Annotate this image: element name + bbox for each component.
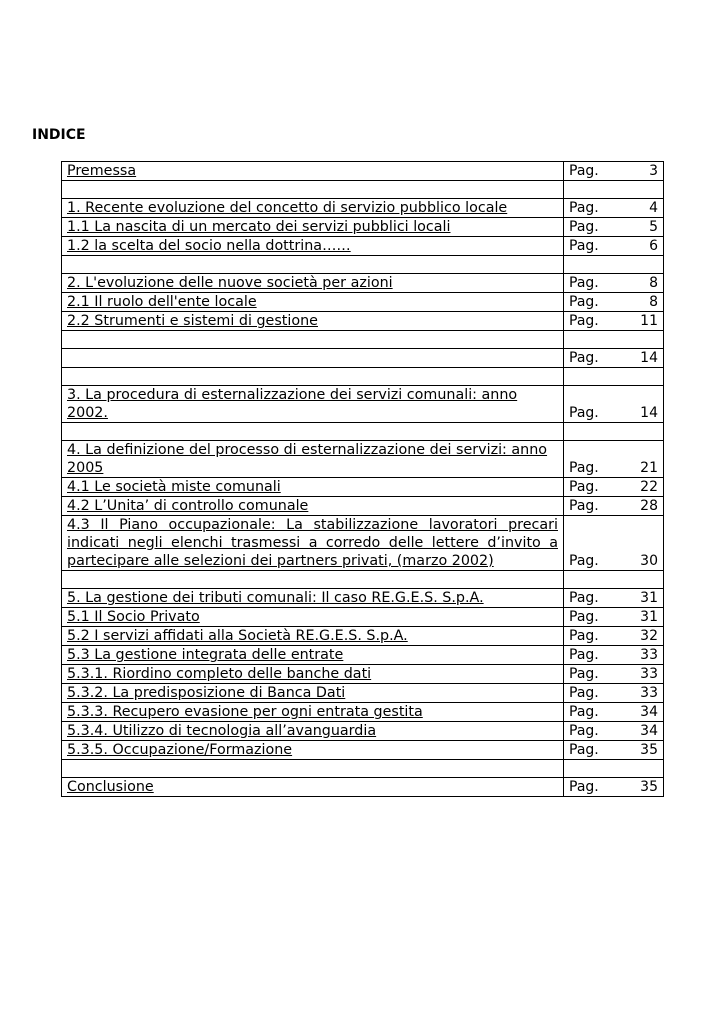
empty-cell: [62, 256, 564, 274]
toc-entry-page-cell: [564, 293, 664, 312]
toc-entry-page-cell: [564, 162, 664, 181]
toc-entry-page-cell: [564, 608, 664, 627]
toc-entry-title-cell: [62, 293, 564, 312]
toc-entry-page-cell: [564, 684, 664, 703]
table-of-contents: [61, 161, 664, 797]
toc-entry-title-cell: [62, 441, 564, 478]
empty-cell: [564, 331, 664, 349]
page-label: Pag.: [569, 723, 599, 739]
toc-entry-row: [62, 162, 664, 181]
toc-entry-title-cell: [62, 608, 564, 627]
toc-spacer-row: [62, 423, 664, 441]
empty-cell: [62, 181, 564, 199]
toc-spacer-row: [62, 760, 664, 778]
page-label: Pag.: [569, 553, 599, 569]
toc-entry-page-cell: [564, 199, 664, 218]
empty-cell: [62, 760, 564, 778]
toc-entry-row: [62, 608, 664, 627]
toc-entry-title: 2.2 Strumenti e sistemi di gestione: [67, 313, 318, 329]
empty-cell: [564, 368, 664, 386]
empty-cell: [62, 423, 564, 441]
toc-entry-title-cell: [62, 627, 564, 646]
page-label: Pag.: [569, 628, 599, 644]
toc-entry-row: [62, 293, 664, 312]
page-label: Pag.: [569, 609, 599, 625]
toc-entry-title: 2.1 Il ruolo dell'ente locale: [67, 294, 257, 310]
page-number: 30: [640, 553, 658, 569]
toc-entry-page-cell: [564, 665, 664, 684]
toc-entry-row: [62, 441, 664, 478]
page-title: INDICE: [32, 127, 86, 143]
toc-spacer-row: [62, 331, 664, 349]
page-label: Pag.: [569, 685, 599, 701]
toc-entry-title-cell: [62, 349, 564, 368]
toc-entry-page-cell: [564, 497, 664, 516]
toc-entry-page-cell: [564, 741, 664, 760]
toc-entry-row: [62, 627, 664, 646]
page-label: Pag.: [569, 498, 599, 514]
toc-spacer-row: [62, 368, 664, 386]
empty-cell: [62, 331, 564, 349]
toc-entry-title-cell: [62, 516, 564, 571]
toc-entry-row: [62, 349, 664, 368]
toc-entry-row: [62, 199, 664, 218]
page-number: 6: [649, 238, 658, 254]
page-number: 14: [640, 350, 658, 366]
toc-entry-title: 5.3.3. Recupero evasione per ogni entrata gestita: [67, 704, 423, 720]
toc-entry-title: 3. La procedura di esternalizzazione dei servizi comunali: anno 2002.: [67, 387, 518, 421]
toc-entry-page-cell: [564, 516, 664, 571]
toc-entry-page-cell: [564, 646, 664, 665]
toc-entry-title-cell: [62, 778, 564, 797]
page-label: Pag.: [569, 704, 599, 720]
page-label: Pag.: [569, 238, 599, 254]
toc-entry-title: 5.3 La gestione integrata delle entrate: [67, 647, 344, 663]
toc-entry-title: 4.1 Le società miste comunali: [67, 479, 281, 495]
page-number: 31: [640, 609, 658, 625]
toc-entry-row: [62, 684, 664, 703]
toc-entry-title-cell: [62, 218, 564, 237]
toc-entry-page-cell: [564, 722, 664, 741]
page-label: Pag.: [569, 200, 599, 216]
toc-entry-title-cell: [62, 312, 564, 331]
toc-entry-title: 1.2 la scelta del socio nella dottrina……: [67, 238, 351, 254]
page-label: Pag.: [569, 275, 599, 291]
toc-entry-page-cell: [564, 274, 664, 293]
toc-entry-title: 5.3.5. Occupazione/Formazione: [67, 742, 293, 758]
toc-entry-row: [62, 589, 664, 608]
page-number: 34: [640, 704, 658, 720]
toc-body: [62, 162, 664, 797]
toc-entry-row: [62, 665, 664, 684]
toc-entry-row: [62, 386, 664, 423]
page-number: 33: [640, 666, 658, 682]
page-label: Pag.: [569, 163, 599, 179]
page-number: 8: [649, 275, 658, 291]
empty-cell: [62, 368, 564, 386]
toc-entry-title: 5. La gestione dei tributi comunali: Il caso RE.G.E.S. S.p.A.: [67, 590, 484, 606]
toc-entry-row: [62, 497, 664, 516]
toc-entry-row: [62, 646, 664, 665]
toc-entry-row: [62, 218, 664, 237]
toc-entry-page-cell: [564, 703, 664, 722]
empty-cell: [564, 423, 664, 441]
toc-entry-row: [62, 478, 664, 497]
page-number: 11: [640, 313, 658, 329]
toc-entry-title: 4.2 L’Unita’ di controllo comunale: [67, 498, 309, 514]
toc-entry-row: [62, 741, 664, 760]
toc-entry-page-cell: [564, 312, 664, 331]
toc-entry-title-cell: [62, 684, 564, 703]
toc-entry-title: 1.1 La nascita di un mercato dei servizi pubblici locali: [67, 219, 451, 235]
page-number: 33: [640, 685, 658, 701]
toc-entry-page-cell: [564, 778, 664, 797]
toc-entry-page-cell: [564, 478, 664, 497]
toc-entry-title: Premessa: [67, 163, 137, 179]
toc-entry-title: Conclusione: [67, 779, 154, 795]
toc-entry-row: [62, 274, 664, 293]
page-label: Pag.: [569, 350, 599, 366]
page-number: 21: [640, 460, 658, 476]
toc-entry-title-cell: [62, 722, 564, 741]
page-label: Pag.: [569, 666, 599, 682]
toc-entry-page-cell: [564, 218, 664, 237]
page-label: Pag.: [569, 405, 599, 421]
empty-cell: [564, 571, 664, 589]
toc-entry-title-cell: [62, 162, 564, 181]
toc-entry-row: [62, 312, 664, 331]
toc-entry-page-cell: [564, 627, 664, 646]
toc-entry-title-cell: [62, 386, 564, 423]
toc-entry-row: [62, 516, 664, 571]
page-label: Pag.: [569, 313, 599, 329]
toc-entry-title: 4. La definizione del processo di esternalizzazione dei servizi: anno 2005: [67, 442, 548, 476]
page-number: 4: [649, 200, 658, 216]
toc-spacer-row: [62, 181, 664, 199]
toc-entry-title-cell: [62, 497, 564, 516]
page-number: 34: [640, 723, 658, 739]
toc-entry-title-cell: [62, 478, 564, 497]
empty-cell: [564, 181, 664, 199]
toc-entry-page-cell: [564, 441, 664, 478]
toc-entry-title: 4.3 Il Piano occupazionale: La stabilizzazione lavoratori precari indicati negli elenchi trasmessi a corredo delle lettere d’invito a partecipare alle selezioni dei partners privati, (marzo 2002): [67, 517, 558, 569]
page-number: 35: [640, 742, 658, 758]
empty-cell: [564, 760, 664, 778]
page-number: 14: [640, 405, 658, 421]
toc-entry-title: 5.1 Il Socio Privato: [67, 609, 200, 625]
page-label: Pag.: [569, 647, 599, 663]
toc-entry-title-cell: [62, 665, 564, 684]
page-label: Pag.: [569, 742, 599, 758]
page-number: 8: [649, 294, 658, 310]
toc-entry-title: 5.3.1. Riordino completo delle banche dati: [67, 666, 372, 682]
toc-spacer-row: [62, 571, 664, 589]
page-number: 33: [640, 647, 658, 663]
toc-entry-page-cell: [564, 386, 664, 423]
page-label: Pag.: [569, 590, 599, 606]
toc-entry-title-cell: [62, 646, 564, 665]
toc-entry-page-cell: [564, 349, 664, 368]
toc-entry-title-cell: [62, 589, 564, 608]
toc-entry-page-cell: [564, 589, 664, 608]
toc-entry-row: [62, 237, 664, 256]
page-label: Pag.: [569, 479, 599, 495]
page-number: 35: [640, 779, 658, 795]
toc-entry-title: 5.3.4. Utilizzo di tecnologia all’avanguardia: [67, 723, 377, 739]
toc-entry-title-cell: [62, 237, 564, 256]
page-label: Pag.: [569, 219, 599, 235]
toc-entry-row: [62, 703, 664, 722]
toc-entry-title: 5.3.2. La predisposizione di Banca Dati: [67, 685, 346, 701]
empty-cell: [564, 256, 664, 274]
page-number: 5: [649, 219, 658, 235]
toc-entry-title-cell: [62, 274, 564, 293]
page-number: 32: [640, 628, 658, 644]
toc-entry-row: [62, 778, 664, 797]
page-label: Pag.: [569, 294, 599, 310]
toc-entry-title-cell: [62, 741, 564, 760]
page-number: 22: [640, 479, 658, 495]
toc-entry-title-cell: [62, 199, 564, 218]
toc-spacer-row: [62, 256, 664, 274]
page-label: Pag.: [569, 779, 599, 795]
toc-entry-title: 5.2 I servizi affidati alla Società RE.G.E.S. S.p.A.: [67, 628, 408, 644]
page-number: 3: [649, 163, 658, 179]
toc-entry-row: [62, 722, 664, 741]
toc-entry-title: 2. L'evoluzione delle nuove società per azioni: [67, 275, 393, 291]
empty-cell: [62, 571, 564, 589]
toc-entry-page-cell: [564, 237, 664, 256]
page-number: 31: [640, 590, 658, 606]
page-number: 28: [640, 498, 658, 514]
toc-entry-title: 1. Recente evoluzione del concetto di servizio pubblico locale: [67, 200, 508, 216]
toc-entry-title-cell: [62, 703, 564, 722]
page-label: Pag.: [569, 460, 599, 476]
